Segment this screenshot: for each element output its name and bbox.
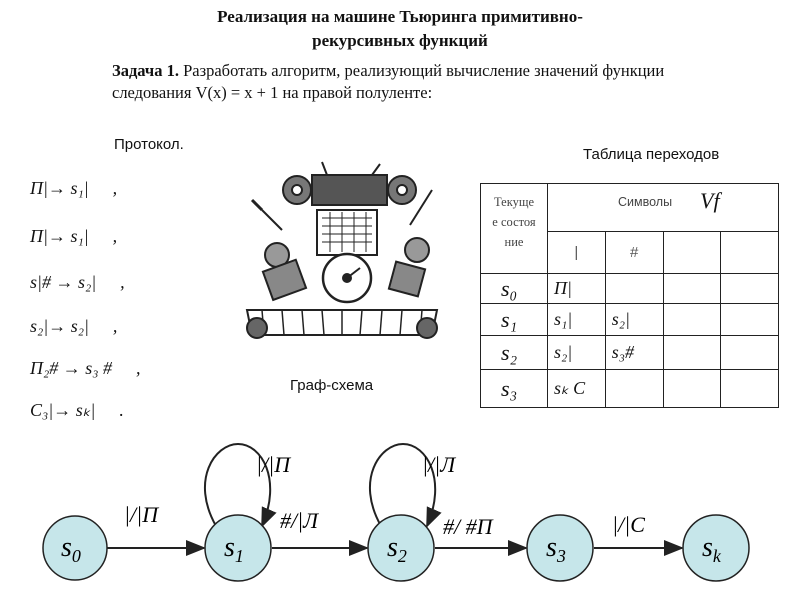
protocol-row-6 bbox=[30, 400, 124, 421]
state-header: Текущее состояние bbox=[492, 195, 536, 249]
node-sk-label: $s_k$ bbox=[702, 532, 721, 566]
cell-s3-1: sₖ С bbox=[548, 370, 606, 408]
empty-col-3 bbox=[663, 232, 721, 274]
loop-label-s2: |/|Л bbox=[422, 452, 456, 477]
symbols-header-cell bbox=[548, 184, 779, 232]
cell-s2-2: s₃# bbox=[605, 336, 663, 370]
node-s1-label: $s_1$ bbox=[224, 532, 244, 566]
node-s1 bbox=[205, 515, 271, 581]
task-line1 bbox=[112, 60, 792, 82]
node-s2 bbox=[368, 515, 434, 581]
protocol-expr: П|→ s₁| bbox=[30, 178, 89, 198]
symbol-col-1: | bbox=[548, 232, 606, 274]
cell-s0-4 bbox=[721, 274, 779, 304]
task-text-line2: следования V(x) = x + 1 на правой полуленте: bbox=[112, 83, 433, 102]
cell-s3-3 bbox=[663, 370, 721, 408]
cell-s3-2 bbox=[605, 370, 663, 408]
protocol-sep: , bbox=[112, 316, 118, 336]
state-s0: s₀ bbox=[481, 274, 548, 304]
protocol-title: Протокол. bbox=[114, 136, 184, 153]
protocol-expr: s|# → s₂| bbox=[30, 272, 97, 292]
task-text-line1: Разработать алгоритм, реализующий вычисление значений функции bbox=[178, 61, 665, 80]
page-title-line1: Реализация на машине Тьюринга примитивно- bbox=[217, 7, 583, 26]
symbol-col-2: # bbox=[605, 232, 663, 274]
protocol-sep: , bbox=[112, 226, 118, 246]
node-s2-label: $s_2$ bbox=[387, 532, 407, 566]
symbols-header: Символы bbox=[618, 195, 673, 209]
page-title-line2: рекурсивных функций bbox=[312, 31, 488, 50]
robot-illustration bbox=[242, 160, 442, 350]
transition-table bbox=[480, 183, 779, 408]
state-s1: s₁ bbox=[481, 304, 548, 336]
protocol-sep: , bbox=[136, 358, 141, 378]
cell-s1-1: s₁| bbox=[548, 304, 606, 336]
image-caption: Граф-схема bbox=[290, 377, 374, 394]
protocol-expr: С₃|→ sₖ| bbox=[30, 400, 96, 420]
task-label: Задача 1. bbox=[112, 61, 179, 80]
protocol-sep: , bbox=[112, 178, 118, 198]
node-s0 bbox=[43, 516, 107, 580]
cell-s2-4 bbox=[721, 336, 779, 370]
protocol-row-3 bbox=[30, 272, 125, 293]
cell-s0-1: П| bbox=[548, 274, 606, 304]
node-s3-label: $s_3$ bbox=[546, 532, 566, 566]
edge-label-s1-s2: #/|Л bbox=[280, 508, 319, 533]
state-graph bbox=[0, 430, 800, 600]
cell-s0-3 bbox=[663, 274, 721, 304]
node-sk bbox=[683, 515, 749, 581]
cell-s3-4 bbox=[721, 370, 779, 408]
protocol-expr: П₂# → s₃ # bbox=[30, 358, 113, 378]
cell-s2-3 bbox=[663, 336, 721, 370]
protocol-expr: s₂|→ s₂| bbox=[30, 316, 89, 336]
cell-s1-4 bbox=[721, 304, 779, 336]
protocol-expr: П|→ s₁| bbox=[30, 226, 89, 246]
protocol-row-1 bbox=[30, 178, 117, 199]
protocol-row-4 bbox=[30, 316, 117, 337]
protocol-row-5 bbox=[30, 358, 141, 379]
node-s3 bbox=[527, 515, 593, 581]
loop-label-s1: |/|П bbox=[256, 452, 291, 477]
protocol-row-2 bbox=[30, 226, 117, 247]
cell-s2-1: s₂| bbox=[548, 336, 606, 370]
node-s0-label: $s_0$ bbox=[61, 532, 81, 566]
protocol-sep: . bbox=[119, 400, 124, 420]
protocol-sep: , bbox=[120, 272, 125, 292]
state-s2: s₂ bbox=[481, 336, 548, 370]
function-label: Vf bbox=[700, 188, 720, 213]
edge-label-s2-s3: #/ #П bbox=[443, 514, 493, 539]
cell-s1-2: s₂| bbox=[605, 304, 663, 336]
table-title: Таблица переходов bbox=[583, 146, 720, 163]
state-header-cell bbox=[481, 184, 548, 274]
edge-label-s3-sk: |/|С bbox=[612, 512, 645, 537]
cell-s0-2 bbox=[605, 274, 663, 304]
empty-col-4 bbox=[721, 232, 779, 274]
state-s3: s₃ bbox=[481, 370, 548, 408]
cell-s1-3 bbox=[663, 304, 721, 336]
edge-label-s0-s1: |/|П bbox=[124, 502, 159, 527]
